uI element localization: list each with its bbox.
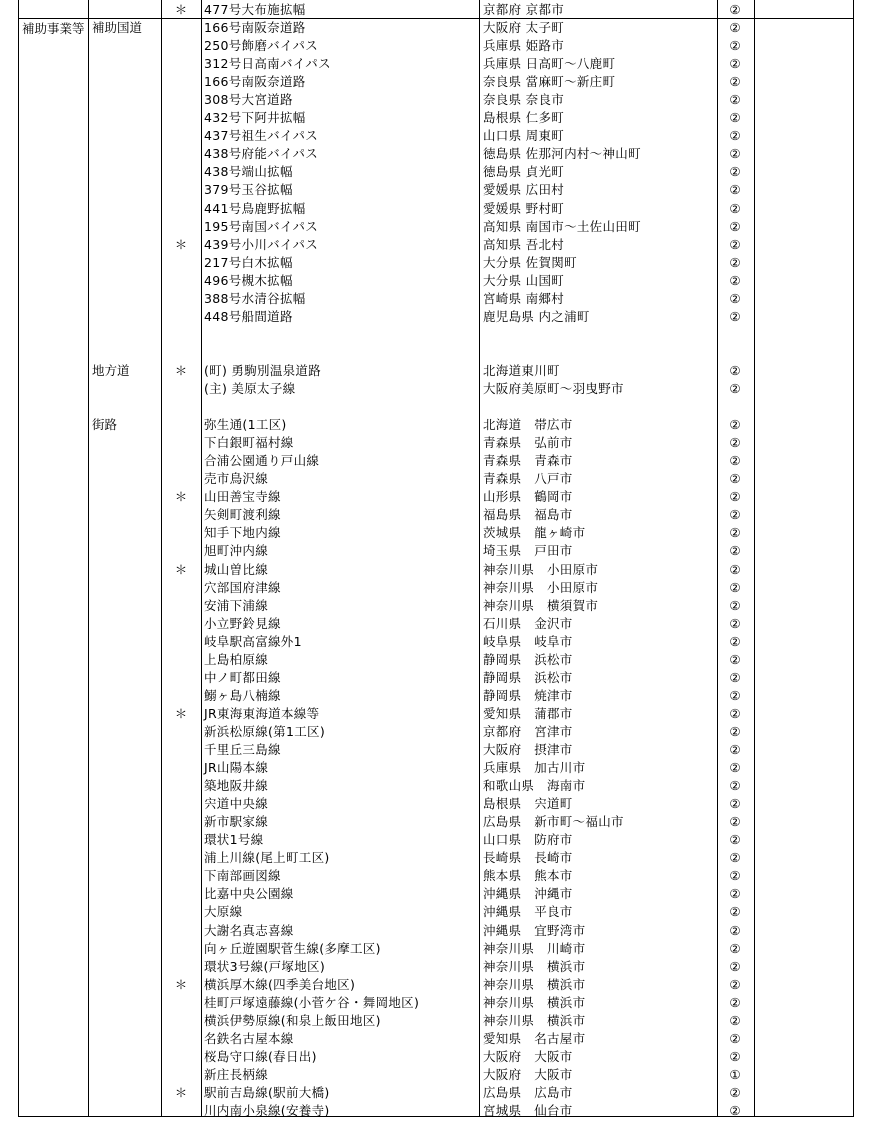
- column-divider-eval: [754, 0, 755, 1117]
- row-project-name: 大原線: [204, 904, 243, 920]
- row-location: 広島県 広島市: [483, 1084, 573, 1100]
- row-location: 高知県 吾北村: [483, 236, 565, 252]
- row-evaluation: ②: [729, 687, 741, 703]
- group-label: 街路: [92, 417, 118, 433]
- row-location: 愛媛県 野村町: [483, 200, 565, 216]
- category-label: 補助事業等: [22, 21, 85, 36]
- row-project-name: 217号白木拡幅: [204, 254, 293, 270]
- row-project-name: 下南部画図線: [204, 868, 281, 884]
- row-project-name: (町) 勇駒別温泉道路: [204, 362, 322, 378]
- row-location: 大阪府美原町～羽曳野市: [483, 381, 624, 396]
- row-location: 岐阜県 岐阜市: [483, 633, 573, 649]
- row-evaluation: ②: [729, 579, 741, 595]
- row-project-name: 岐阜駅高富線外1: [204, 633, 302, 649]
- row-evaluation: ②: [729, 940, 741, 956]
- row-project-name: 大謝名真志喜線: [204, 922, 294, 938]
- row-project-name: 448号船間道路: [204, 308, 293, 324]
- row-project-name: 438号端山拡幅: [204, 164, 293, 180]
- row-location: 熊本県 熊本市: [483, 868, 573, 884]
- row-location: 神奈川県 横須賀市: [483, 597, 599, 613]
- top-row-name: 477号大布施拡幅: [204, 2, 306, 17]
- row-project-name: 比嘉中央公園線: [204, 886, 294, 902]
- row-project-name: 横浜厚木線(四季美台地区): [204, 976, 356, 992]
- table-border-left: [18, 0, 19, 1117]
- row-evaluation: ②: [729, 507, 741, 523]
- table-border-right: [853, 0, 854, 1117]
- row-location: 宮崎県 南郷村: [483, 290, 565, 306]
- row-project-name: 宍道中央線: [204, 796, 269, 812]
- row-location: 宮城県 仙台市: [483, 1103, 573, 1118]
- row-project-name: 穴部国府津線: [204, 579, 281, 595]
- row-location: 埼玉県 戸田市: [483, 543, 573, 559]
- row-evaluation: ②: [729, 796, 741, 812]
- row-location: 広島県 新市町～福山市: [483, 814, 624, 830]
- row-project-name: 桂町戸塚遠藤線(小菅ケ谷・舞岡地区): [204, 994, 420, 1010]
- row-evaluation: ②: [729, 362, 741, 378]
- row-evaluation: ②: [729, 742, 741, 757]
- row-project-name: 166号南阪奈道路: [204, 74, 306, 90]
- row-project-name: 旭町沖内線: [204, 543, 269, 559]
- row-evaluation: ②: [729, 778, 741, 794]
- row-evaluation: ②: [729, 814, 741, 830]
- column-divider-name: [479, 0, 480, 1117]
- column-divider-mark: [201, 0, 202, 1117]
- row-evaluation: ②: [729, 290, 741, 306]
- row-project-name: 弥生通(1工区): [204, 417, 287, 433]
- row-location: 石川県 金沢市: [483, 615, 573, 631]
- row-location: 島根県 宍道町: [483, 796, 573, 812]
- row-project-name: 437号祖生バイパス: [204, 128, 319, 144]
- row-location: 愛知県 名古屋市: [483, 1030, 586, 1046]
- row-project-name: 新市駅家線: [204, 814, 269, 830]
- group-label: 地方道: [92, 362, 130, 378]
- row-location: 徳島県 佐那河内村～神山町: [483, 146, 641, 162]
- row-project-name: 中ノ町都田線: [204, 669, 281, 685]
- row-mark: ＊: [174, 236, 188, 252]
- row-project-name: 上島柏原線: [204, 651, 269, 667]
- row-location: 神奈川県 横浜市: [483, 994, 586, 1010]
- row-mark: ＊: [174, 489, 188, 505]
- row-location: 奈良県 奈良市: [483, 92, 565, 108]
- row-project-name: 250号飾磨バイパス: [204, 38, 319, 54]
- row-location: 島根県 仁多町: [483, 110, 565, 126]
- row-evaluation: ②: [729, 146, 741, 162]
- row-evaluation: ②: [729, 723, 741, 739]
- row-evaluation: ②: [729, 92, 741, 108]
- row-project-name: 合浦公園通り戸山線: [204, 453, 320, 469]
- row-location: 大分県 佐賀関町: [483, 254, 577, 270]
- row-mark: ＊: [174, 561, 188, 577]
- row-evaluation: ②: [729, 760, 741, 776]
- row-location: 静岡県 焼津市: [483, 687, 573, 703]
- row-project-name: 築地阪井線: [204, 778, 269, 794]
- row-evaluation: ②: [729, 417, 741, 433]
- row-location: 愛知県 蒲郡市: [483, 705, 573, 721]
- row-evaluation: ②: [729, 958, 741, 974]
- row-project-name: JR山陽本線: [204, 760, 269, 776]
- column-divider-category: [88, 0, 89, 1117]
- row-project-name: 環状3号線(戸塚地区): [204, 958, 326, 974]
- row-location: 青森県 青森市: [483, 453, 573, 469]
- row-evaluation: ②: [729, 543, 741, 559]
- row-project-name: 496号槻木拡幅: [204, 272, 293, 288]
- row-project-name: 環状1号線: [204, 832, 264, 848]
- row-project-name: 城山曽比線: [204, 561, 269, 577]
- row-project-name: 名鉄名古屋本線: [204, 1030, 294, 1046]
- row-project-name: 379号玉谷拡幅: [204, 182, 293, 198]
- row-evaluation: ②: [729, 272, 741, 288]
- row-location: 大阪府 摂津市: [483, 742, 573, 757]
- row-project-name: 308号大宮道路: [204, 92, 293, 108]
- row-evaluation: ②: [729, 651, 741, 667]
- row-location: 北海道 帯広市: [483, 417, 573, 433]
- row-evaluation: ②: [729, 381, 741, 396]
- row-mark: ＊: [174, 705, 188, 721]
- row-location: 神奈川県 小田原市: [483, 579, 599, 595]
- row-evaluation: ②: [729, 1048, 741, 1064]
- row-location: 徳島県 貞光町: [483, 164, 565, 180]
- row-location: 沖縄県 宜野湾市: [483, 922, 586, 938]
- row-location: 山形県 鶴岡市: [483, 489, 573, 505]
- row-project-name: 浦上川線(尾上町工区): [204, 850, 330, 866]
- row-location: 高知県 南国市～土佐山田町: [483, 218, 641, 234]
- row-project-name: 441号鳥鹿野拡幅: [204, 200, 306, 216]
- row-location: 神奈川県 小田原市: [483, 561, 599, 577]
- top-row-eval: ②: [729, 2, 741, 17]
- row-location: 長崎県 長崎市: [483, 850, 573, 866]
- row-evaluation: ①: [729, 1066, 741, 1082]
- row-location: 神奈川県 川崎市: [483, 940, 586, 956]
- row-mark: ＊: [174, 362, 188, 378]
- row-location: 和歌山県 海南市: [483, 778, 586, 794]
- row-project-name: 駅前吉島線(駅前大橋): [204, 1084, 330, 1100]
- row-location: 山口県 防府市: [483, 832, 573, 848]
- row-evaluation: ②: [729, 886, 741, 902]
- row-project-name: 下白銀町福村線: [204, 435, 294, 451]
- row-evaluation: ②: [729, 236, 741, 252]
- row-location: 福島県 福島市: [483, 507, 573, 523]
- row-evaluation: ②: [729, 38, 741, 54]
- row-location: 兵庫県 加古川市: [483, 760, 586, 776]
- row-project-name: 439号小川バイパス: [204, 236, 319, 252]
- row-location: 兵庫県 姫路市: [483, 38, 565, 54]
- row-location: 神奈川県 横浜市: [483, 1012, 586, 1028]
- row-location: 静岡県 浜松市: [483, 669, 573, 685]
- row-project-name: 川内南小泉線(安養寺): [204, 1103, 330, 1118]
- row-evaluation: ②: [729, 868, 741, 884]
- row-evaluation: ②: [729, 164, 741, 180]
- row-evaluation: ②: [729, 1084, 741, 1100]
- row-location: 静岡県 浜松市: [483, 651, 573, 667]
- row-evaluation: ②: [729, 633, 741, 649]
- row-location: 奈良県 當麻町～新庄町: [483, 74, 616, 90]
- row-evaluation: ②: [729, 56, 741, 72]
- row-evaluation: ②: [729, 850, 741, 866]
- row-project-name: 知手下地内線: [204, 525, 281, 541]
- group-label: 補助国道: [92, 20, 143, 35]
- row-project-name: 432号下阿井拡幅: [204, 110, 306, 126]
- row-project-name: 438号府能バイパス: [204, 146, 319, 162]
- row-location: 兵庫県 日高町～八鹿町: [483, 56, 616, 72]
- column-divider-subcategory: [161, 0, 162, 1117]
- row-evaluation: ②: [729, 525, 741, 541]
- top-row-location: 京都府 京都市: [483, 2, 565, 17]
- row-project-name: 新庄長柄線: [204, 1066, 269, 1082]
- row-evaluation: ②: [729, 922, 741, 938]
- row-evaluation: ②: [729, 615, 741, 631]
- row-project-name: 388号水清谷拡幅: [204, 290, 306, 306]
- row-evaluation: ②: [729, 832, 741, 848]
- row-mark: ＊: [174, 976, 188, 992]
- row-project-name: 小立野鈴見線: [204, 615, 281, 631]
- row-project-name: 桜島守口線(春日出): [204, 1048, 317, 1064]
- row-evaluation: ②: [729, 904, 741, 920]
- row-project-name: 横浜伊勢原線(和泉上飯田地区): [204, 1012, 381, 1028]
- row-location: 大阪府 太子町: [483, 20, 565, 35]
- row-evaluation: ②: [729, 254, 741, 270]
- row-evaluation: ②: [729, 669, 741, 685]
- row-location: 京都府 宮津市: [483, 723, 573, 739]
- row-location: 大分県 山国町: [483, 272, 565, 288]
- row-project-name: 売市鳥沢線: [204, 471, 269, 487]
- row-location: 神奈川県 横浜市: [483, 976, 586, 992]
- row-location: 山口県 周東町: [483, 128, 565, 144]
- row-project-name: 向ヶ丘遊園駅菅生線(多摩工区): [204, 940, 381, 956]
- row-evaluation: ②: [729, 1030, 741, 1046]
- row-evaluation: ②: [729, 453, 741, 469]
- row-evaluation: ②: [729, 110, 741, 126]
- row-evaluation: ②: [729, 128, 741, 144]
- row-location: 北海道東川町: [483, 362, 560, 378]
- row-location: 愛媛県 広田村: [483, 182, 565, 198]
- row-evaluation: ②: [729, 561, 741, 577]
- column-divider-location: [717, 0, 718, 1117]
- row-project-name: 新浜松原線(第1工区): [204, 723, 326, 739]
- row-evaluation: ②: [729, 74, 741, 90]
- row-location: 大阪府 大阪市: [483, 1066, 573, 1082]
- row-location: 鹿児島県 内之浦町: [483, 308, 590, 324]
- row-evaluation: ②: [729, 489, 741, 505]
- row-evaluation: ②: [729, 994, 741, 1010]
- row-location: 青森県 八戸市: [483, 471, 573, 487]
- row-project-name: 矢剣町渡利線: [204, 507, 281, 523]
- row-evaluation: ②: [729, 1012, 741, 1028]
- row-location: 沖縄県 平良市: [483, 904, 573, 920]
- row-evaluation: ②: [729, 218, 741, 234]
- row-project-name: 312号日高南バイパス: [204, 56, 331, 72]
- row-evaluation: ②: [729, 976, 741, 992]
- row-evaluation: ②: [729, 1103, 741, 1118]
- row-evaluation: ②: [729, 435, 741, 451]
- row-mark: ＊: [174, 1084, 188, 1100]
- row-project-name: 鰯ヶ島八楠線: [204, 687, 281, 703]
- row-project-name: 195号南国バイパス: [204, 218, 319, 234]
- row-location: 神奈川県 横浜市: [483, 958, 586, 974]
- row-evaluation: ②: [729, 705, 741, 721]
- row-location: 青森県 弘前市: [483, 435, 573, 451]
- row-evaluation: ②: [729, 471, 741, 487]
- top-row-mark: ＊: [174, 2, 188, 17]
- row-evaluation: ②: [729, 200, 741, 216]
- row-project-name: 千里丘三島線: [204, 742, 281, 757]
- row-location: 沖縄県 沖縄市: [483, 886, 573, 902]
- row-evaluation: ②: [729, 20, 741, 35]
- row-project-name: JR東海東海道本線等: [204, 705, 320, 721]
- row-project-name: 安浦下浦線: [204, 597, 269, 613]
- row-location: 大阪府 大阪市: [483, 1048, 573, 1064]
- row-evaluation: ②: [729, 597, 741, 613]
- row-evaluation: ②: [729, 308, 741, 324]
- row-location: 茨城県 龍ヶ崎市: [483, 525, 586, 541]
- row-evaluation: ②: [729, 182, 741, 198]
- row-project-name: 166号南阪奈道路: [204, 20, 306, 35]
- row-project-name: (主) 美原太子線: [204, 381, 296, 396]
- row-project-name: 山田善宝寺線: [204, 489, 281, 505]
